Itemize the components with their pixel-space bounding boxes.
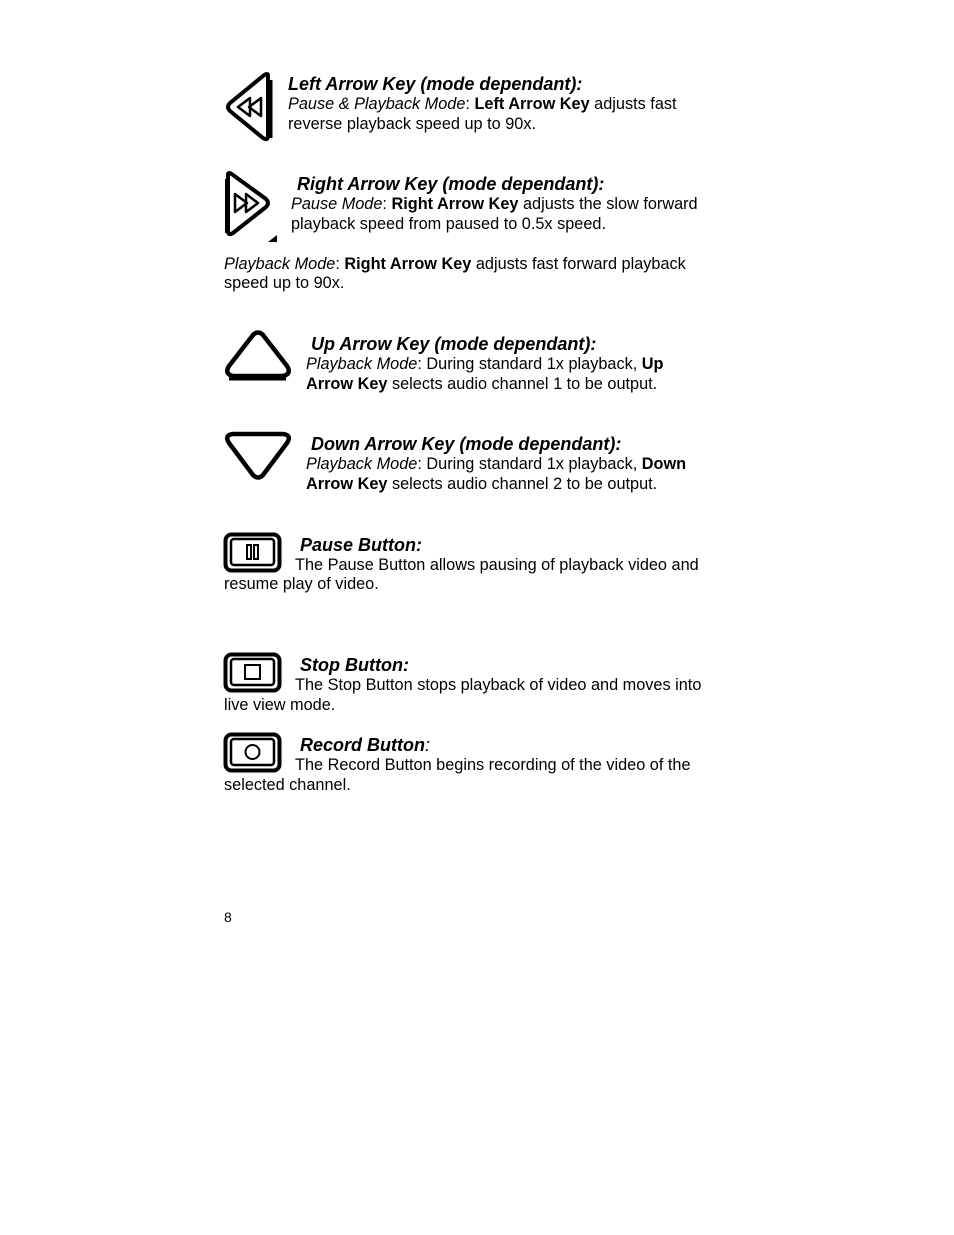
key-name: Arrow Key (306, 375, 388, 393)
key-name: Left Arrow Key (474, 95, 590, 113)
down-arrow-key-desc-line1 (306, 454, 686, 474)
record-title-text: Record Button (300, 735, 425, 755)
mode-label: Playback Mode (306, 355, 418, 373)
desc-text: selects audio channel 1 to be output. (387, 375, 658, 393)
desc-text: : During standard 1x playback, (417, 355, 642, 373)
key-name: Right Arrow Key (391, 195, 519, 213)
desc-text: adjusts fast (589, 95, 677, 113)
rewind-icon (224, 72, 274, 142)
down-triangle-icon (223, 431, 293, 481)
mode-label: Pause & Playback Mode (288, 95, 466, 113)
desc-text: : During standard 1x playback, (417, 455, 642, 473)
mode-label: Pause Mode (291, 195, 383, 213)
key-name: Right Arrow Key (344, 255, 472, 273)
mode-label: Playback Mode (306, 455, 418, 473)
down-arrow-key-desc-line2 (306, 474, 657, 494)
stop-button-title: Stop Button: (300, 655, 409, 675)
separator: : (382, 195, 392, 213)
pause-button-desc-line1: The Pause Button allows pausing of playback video and (295, 556, 699, 574)
desc-text: adjusts fast forward playback (471, 255, 686, 273)
stop-button-desc-line2: live view mode. (224, 696, 336, 714)
key-name: Up (641, 355, 664, 373)
up-arrow-key-desc-line2 (306, 374, 657, 394)
record-icon (223, 732, 283, 774)
stop-button-desc-line1: The Stop Button stops playback of video and moves into (295, 676, 702, 694)
right-arrow-key-playback-line2: speed up to 90x. (224, 274, 345, 292)
left-arrow-key-desc-line2: reverse playback speed up to 90x. (288, 115, 536, 133)
up-arrow-key-desc-line1 (306, 354, 663, 374)
desc-text: selects audio channel 2 to be output. (387, 475, 658, 493)
fast-forward-icon (224, 171, 280, 243)
up-arrow-key-title: Up Arrow Key (mode dependant): (311, 334, 597, 354)
record-button-desc-line1: The Record Button begins recording of the video of the (295, 756, 691, 774)
pause-button-desc-line2: resume play of video. (224, 575, 379, 593)
key-name: Arrow Key (306, 475, 388, 493)
pause-icon (223, 532, 283, 574)
right-arrow-key-desc-line1 (291, 194, 698, 214)
pause-button-title: Pause Button: (300, 535, 423, 555)
right-arrow-key-desc-line2: playback speed from paused to 0.5x speed. (291, 215, 606, 233)
record-button-title (300, 734, 430, 756)
left-arrow-key-title: Left Arrow Key (mode dependant): (288, 74, 583, 94)
mode-label: Playback Mode (224, 255, 336, 273)
record-button-desc-line2: selected channel. (224, 776, 351, 794)
record-title-colon: : (425, 735, 431, 755)
stop-icon (223, 652, 283, 694)
up-triangle-icon (223, 330, 293, 382)
separator: : (465, 95, 475, 113)
right-arrow-key-title: Right Arrow Key (mode dependant): (297, 174, 605, 194)
desc-text: adjusts the slow forward (518, 195, 698, 213)
down-arrow-key-title: Down Arrow Key (mode dependant): (311, 434, 622, 454)
left-arrow-key-desc-line1 (288, 94, 677, 114)
key-name: Down (641, 455, 687, 473)
page-number: 8 (224, 909, 232, 925)
right-arrow-key-playback-line1 (224, 254, 686, 274)
separator: : (335, 255, 345, 273)
